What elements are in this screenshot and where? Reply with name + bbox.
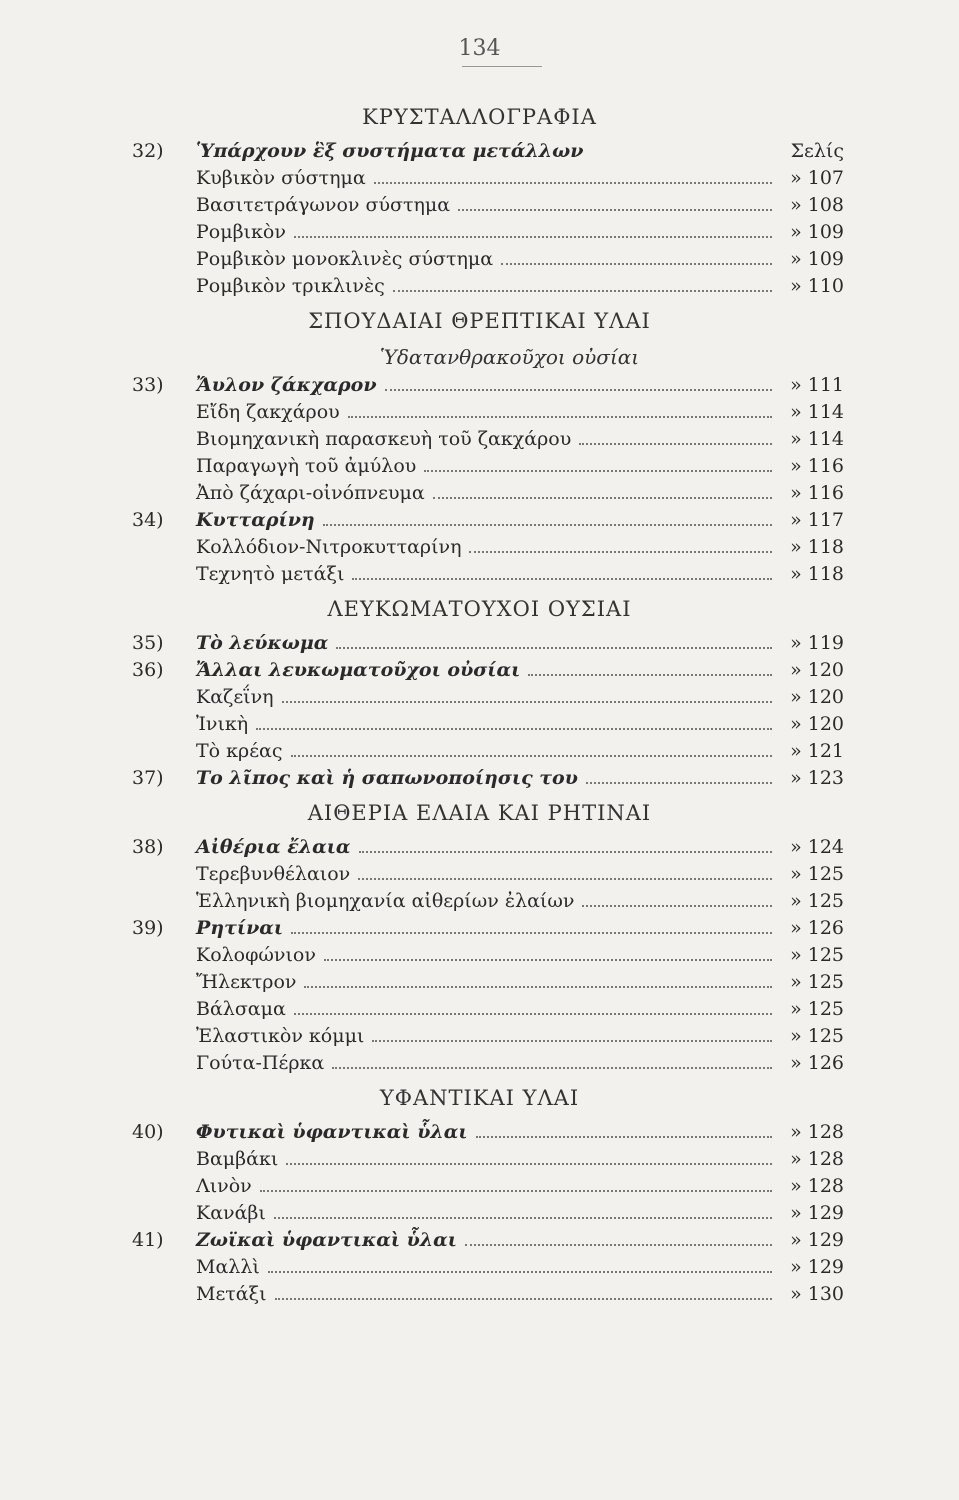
toc-main-entry — [0, 1227, 959, 1254]
entry-page: » 109 — [790, 248, 844, 270]
entry-title: Ἰνικὴ — [196, 713, 249, 735]
entry-number: 35) — [132, 632, 164, 654]
entry-page: » 126 — [790, 917, 844, 939]
toc-sub-entry — [0, 738, 959, 765]
entry-title: Κυτταρίνη — [196, 509, 315, 531]
entry-page: » 116 — [790, 455, 844, 477]
dot-leader — [352, 578, 772, 580]
dot-leader — [274, 1217, 772, 1219]
entry-title: Μετάξι — [196, 1283, 267, 1305]
entry-page: » 120 — [790, 686, 844, 708]
entry-page: » 125 — [790, 863, 844, 885]
toc-sub-entry — [0, 246, 959, 273]
dot-leader — [374, 182, 772, 184]
dot-leader — [385, 389, 773, 391]
entry-title: Ρητίναι — [196, 917, 284, 939]
entry-page: » 126 — [790, 1052, 844, 1074]
toc-main-entry — [0, 507, 959, 534]
entry-title: Ἐλαστικὸν κόμμι — [196, 1025, 365, 1047]
entry-page: » 114 — [790, 428, 844, 450]
toc-sub-entry — [0, 942, 959, 969]
entry-title: Ἤλεκτρον — [196, 971, 297, 993]
section-subheading: Ὑδατανθρακοῦχοι οὐσίαι — [379, 345, 640, 369]
entry-page: » 116 — [790, 482, 844, 504]
toc-sub-entry — [0, 861, 959, 888]
dot-leader — [465, 1244, 772, 1246]
entry-title: Βιομηχανικὴ παρασκευὴ τοῦ ζακχάρου — [196, 428, 572, 450]
dot-leader — [433, 497, 772, 499]
entry-title: Αἰθέρια ἔλαια — [196, 836, 351, 858]
entry-title: Ἑλληνικὴ βιομηχανία αἰθερίων ἐλαίων — [196, 890, 575, 912]
entry-page: » 125 — [790, 971, 844, 993]
entry-title: Εἴδη ζακχάρου — [196, 401, 340, 423]
toc-main-entry — [0, 138, 959, 165]
entry-page: » 125 — [790, 1025, 844, 1047]
entry-page: » 121 — [790, 740, 844, 762]
dot-leader — [291, 932, 772, 934]
section-heading: ΚΡΥΣΤΑΛΛΟΓΡΑΦΙΑ — [362, 105, 597, 129]
entry-title: Κανάβι — [196, 1202, 266, 1224]
dot-leader — [501, 263, 772, 265]
entry-page: » 114 — [790, 401, 844, 423]
toc-main-entry — [0, 834, 959, 861]
entry-title: Ρομβικὸν μονοκλινὲς σύστημα — [196, 248, 494, 270]
entry-title: Το λῖπος καὶ ἡ σαπωνοποίησις του — [196, 767, 578, 789]
dot-leader — [458, 209, 772, 211]
entry-title: Ρομβικὸν τρικλινὲς — [196, 275, 385, 297]
dot-leader — [286, 1163, 772, 1165]
section-heading: ΥΦΑΝΤΙΚΑΙ ΥΛΑΙ — [379, 1086, 580, 1110]
toc-sub-entry — [0, 219, 959, 246]
entry-page: » 108 — [790, 194, 844, 216]
toc-sub-entry — [0, 711, 959, 738]
dot-leader — [304, 986, 772, 988]
entry-title: Κολοφώνιον — [196, 944, 316, 966]
dot-leader — [291, 755, 772, 757]
entry-page: Σελίς — [790, 140, 844, 162]
toc-sub-entry — [0, 888, 959, 915]
entry-page: » 128 — [790, 1148, 844, 1170]
toc-sub-entry — [0, 453, 959, 480]
entry-title: Παραγωγὴ τοῦ ἀμύλου — [196, 455, 417, 477]
entry-page: » 110 — [790, 275, 844, 297]
entry-page: » 125 — [790, 890, 844, 912]
entry-number: 36) — [132, 659, 164, 681]
entry-title: Φυτικαὶ ὑφαντικαὶ ὗλαι — [196, 1121, 468, 1143]
entry-title: Ἄλλαι λευκωματοῦχοι οὐσίαι — [196, 659, 521, 681]
toc-main-entry — [0, 630, 959, 657]
entry-title: Ἀπὸ ζάχαρι-οἰνόπνευμα — [196, 482, 425, 504]
entry-page: » 111 — [790, 374, 844, 396]
entry-number: 34) — [132, 509, 164, 531]
dot-leader — [348, 416, 772, 418]
toc-sub-entry — [0, 1146, 959, 1173]
section-heading: ΛΕΥΚΩΜΑΤΟΥΧΟΙ ΟΥΣΙΑΙ — [327, 597, 632, 621]
entry-page: » 129 — [790, 1256, 844, 1278]
toc-sub-entry — [0, 273, 959, 300]
entry-title: Τερεβυνθέλαιον — [196, 863, 351, 885]
entry-title: Καζεΐνη — [196, 686, 274, 708]
toc-sub-entry — [0, 480, 959, 507]
entry-title: Γούτα-Πέρκα — [196, 1052, 325, 1074]
toc-sub-entry — [0, 426, 959, 453]
entry-page: » 119 — [790, 632, 844, 654]
toc-main-entry — [0, 372, 959, 399]
entry-number: 41) — [132, 1229, 164, 1251]
toc-sub-entry — [0, 561, 959, 588]
toc-sub-entry — [0, 996, 959, 1023]
page-number: 134 — [458, 36, 501, 61]
entry-title: Τὸ λεύκωμα — [196, 632, 329, 654]
toc-sub-entry — [0, 1023, 959, 1050]
dot-leader — [528, 674, 772, 676]
section-heading: ΑΙΘΕΡΙΑ ΕΛΑΙΑ ΚΑΙ ΡΗΤΙΝΑΙ — [307, 801, 652, 825]
entry-title: Κολλόδιον-Νιτροκυτταρίνη — [196, 536, 462, 558]
dot-leader — [586, 782, 772, 784]
toc-sub-entry — [0, 1050, 959, 1077]
entry-title: Βάλσαμα — [196, 998, 286, 1020]
toc-sub-entry — [0, 1173, 959, 1200]
entry-title: Λινὸν — [196, 1175, 252, 1197]
dot-leader — [324, 959, 772, 961]
entry-page: » 125 — [790, 998, 844, 1020]
entry-number: 32) — [132, 140, 164, 162]
dot-leader — [332, 1067, 772, 1069]
entry-title: Ἄυλον ζάκχαρον — [196, 374, 377, 396]
entry-number: 33) — [132, 374, 164, 396]
page-number-rule — [462, 66, 542, 67]
entry-page: » 124 — [790, 836, 844, 858]
toc-sub-entry — [0, 1254, 959, 1281]
dot-leader — [294, 1013, 772, 1015]
entry-page: » 128 — [790, 1175, 844, 1197]
entry-title: Τεχνητὸ μετάξι — [196, 563, 345, 585]
toc-main-entry — [0, 765, 959, 792]
dot-leader — [323, 524, 772, 526]
toc-sub-entry — [0, 165, 959, 192]
entry-title: Βαμβάκι — [196, 1148, 279, 1170]
entry-page: » 109 — [790, 221, 844, 243]
toc-sub-entry — [0, 969, 959, 996]
entry-title: Τὸ κρέας — [196, 740, 283, 762]
dot-leader — [579, 443, 772, 445]
entry-page: » 130 — [790, 1283, 844, 1305]
toc-sub-entry — [0, 399, 959, 426]
entry-page: » 129 — [790, 1229, 844, 1251]
dot-leader — [260, 1190, 772, 1192]
entry-page: » 123 — [790, 767, 844, 789]
entry-page: » 107 — [790, 167, 844, 189]
dot-leader — [424, 470, 772, 472]
entry-page: » 120 — [790, 713, 844, 735]
entry-number: 39) — [132, 917, 164, 939]
toc-sub-entry — [0, 534, 959, 561]
entry-title: Ζωϊκαὶ ὑφαντικαὶ ὗλαι — [196, 1229, 457, 1251]
dot-leader — [372, 1040, 772, 1042]
dot-leader — [582, 905, 772, 907]
dot-leader — [469, 551, 772, 553]
entry-title: Μαλλὶ — [196, 1256, 260, 1278]
entry-title: Ρομβικὸν — [196, 221, 286, 243]
dot-leader — [275, 1298, 772, 1300]
entry-number: 38) — [132, 836, 164, 858]
dot-leader — [282, 701, 772, 703]
entry-number: 37) — [132, 767, 164, 789]
dot-leader — [359, 851, 772, 853]
entry-page: » 118 — [790, 563, 844, 585]
entry-page: » 117 — [790, 509, 844, 531]
entry-number: 40) — [132, 1121, 164, 1143]
entry-title: Κυβικὸν σύστημα — [196, 167, 366, 189]
entry-title: Βασιτετράγωνον σύστημα — [196, 194, 451, 216]
entry-page: » 118 — [790, 536, 844, 558]
entry-page: » 120 — [790, 659, 844, 681]
dot-leader — [256, 728, 772, 730]
toc-sub-entry — [0, 684, 959, 711]
toc-sub-entry — [0, 1281, 959, 1308]
dot-leader — [268, 1271, 772, 1273]
dot-leader — [393, 290, 772, 292]
entry-page: » 125 — [790, 944, 844, 966]
toc-sub-entry — [0, 1200, 959, 1227]
toc-main-entry — [0, 657, 959, 684]
dot-leader — [294, 236, 772, 238]
entry-page: » 129 — [790, 1202, 844, 1224]
toc-sub-entry — [0, 192, 959, 219]
table-of-contents — [0, 96, 959, 1308]
dot-leader — [476, 1136, 772, 1138]
section-heading: ΣΠΟΥΔΑΙΑΙ ΘΡΕΠΤΙΚΑΙ ΥΛΑΙ — [308, 309, 651, 333]
toc-main-entry — [0, 915, 959, 942]
dot-leader — [358, 878, 772, 880]
entry-page: » 128 — [790, 1121, 844, 1143]
dot-leader — [336, 647, 772, 649]
entry-title: Ὑπάρχουν ἓξ συστήματα μετάλλων — [196, 140, 584, 162]
toc-main-entry — [0, 1119, 959, 1146]
